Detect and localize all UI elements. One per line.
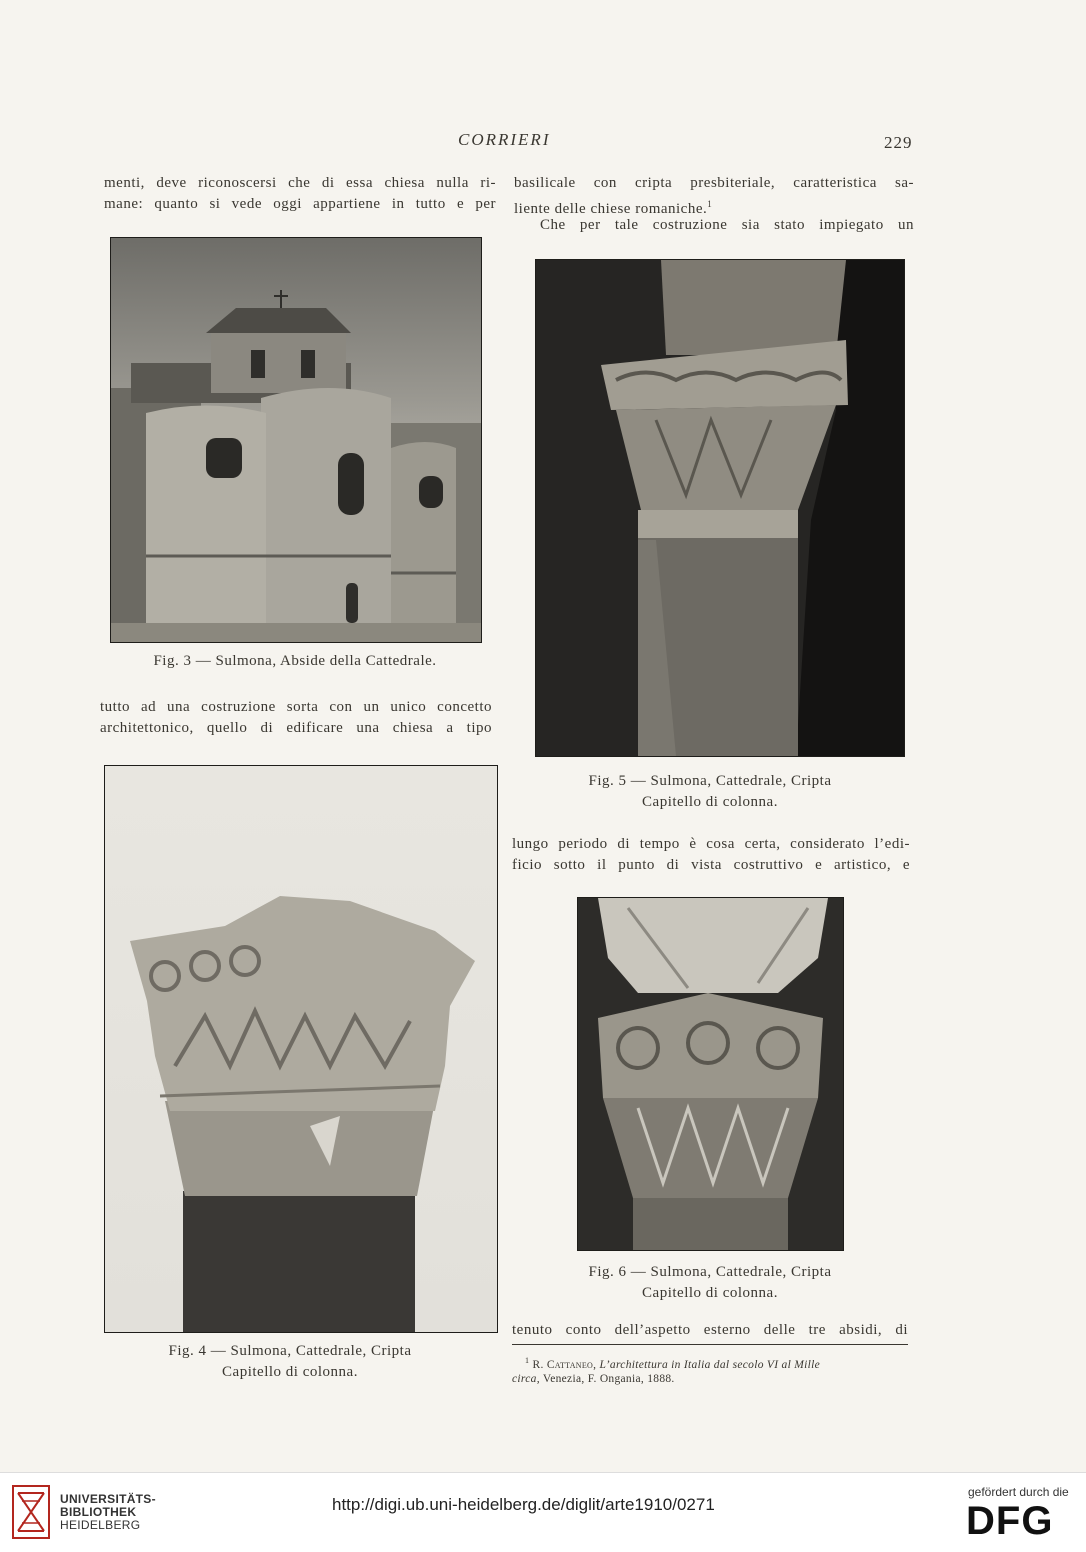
capital-illustration — [578, 898, 843, 1250]
viewer-footer — [0, 1472, 1086, 1552]
fig5-caption-line2: Capitello di colonna. — [642, 794, 778, 810]
capital-illustration — [536, 260, 904, 756]
text-line: menti, deve riconoscersi che di essa chiesa nulla ri- — [104, 175, 496, 191]
library-name-line1: UNIVERSITÄTS- — [60, 1492, 156, 1506]
fig3-caption: Fig. 3 — Sulmona, Abside della Cattedrale. — [153, 653, 437, 669]
fig3-apse-photo — [110, 237, 482, 643]
library-name-line3: HEIDELBERG — [60, 1518, 141, 1532]
text-line: Che per tale costruzione sia stato impiegato un — [540, 217, 914, 233]
fig5-capital-photo — [535, 259, 905, 757]
text-line: ficio sotto il punto di vista costruttivo e artistico, e — [512, 857, 910, 873]
permalink-url[interactable]: http://digi.ub.uni-heidelberg.de/diglit/arte1910/0271 — [332, 1495, 715, 1514]
dfg-logo: DFG — [966, 1499, 1054, 1543]
page-number: 229 — [884, 133, 913, 152]
fig5-caption-line1: Fig. 5 — Sulmona, Cattedrale, Cripta — [588, 773, 832, 789]
text-line: mane: quanto si vede oggi appartiene in tutto e per — [104, 196, 496, 212]
text-line: lungo periodo di tempo è cosa certa, considerato l’edi- — [512, 836, 910, 852]
fig4-caption-line2: Capitello di colonna. — [222, 1364, 358, 1380]
footnote-rule — [512, 1344, 908, 1345]
apse-illustration — [111, 238, 481, 642]
library-name-line2: BIBLIOTHEK — [60, 1505, 137, 1519]
text-line: tenuto conto dell’aspetto esterno delle tre absidi, di — [512, 1322, 908, 1338]
fig4-caption-line1: Fig. 4 — Sulmona, Cattedrale, Cripta — [168, 1343, 412, 1359]
fig6-caption-line1: Fig. 6 — Sulmona, Cattedrale, Cripta — [588, 1264, 832, 1280]
text-line: architettonico, quello di edificare una chiesa a tipo — [100, 720, 492, 736]
footnote-line1: $^1$ R. Cattaneo, L’architettura in Italia dal secolo VI al Mille — [525, 1356, 821, 1371]
footnote-reference: 1 — [707, 199, 713, 209]
text-line: liente delle chiese romaniche.$^1$ — [514, 199, 713, 217]
capital-illustration — [105, 766, 497, 1332]
text-line: tutto ad una costruzione sorta con un unico concetto — [100, 699, 492, 715]
fig6-caption-line2: Capitello di colonna. — [642, 1285, 778, 1301]
fig6-capital-photo — [577, 897, 844, 1251]
dfg-funding-note: gefördert durch die — [968, 1485, 1069, 1499]
university-library-logo-icon — [12, 1485, 50, 1539]
fig4-capital-photo — [104, 765, 498, 1333]
running-header: CORRIERI — [458, 130, 551, 149]
text-line: basilicale con cripta presbiteriale, caratteristica sa- — [514, 175, 914, 191]
footnote-line2: circa, Venezia, F. Ongania, 1888. — [512, 1373, 675, 1385]
